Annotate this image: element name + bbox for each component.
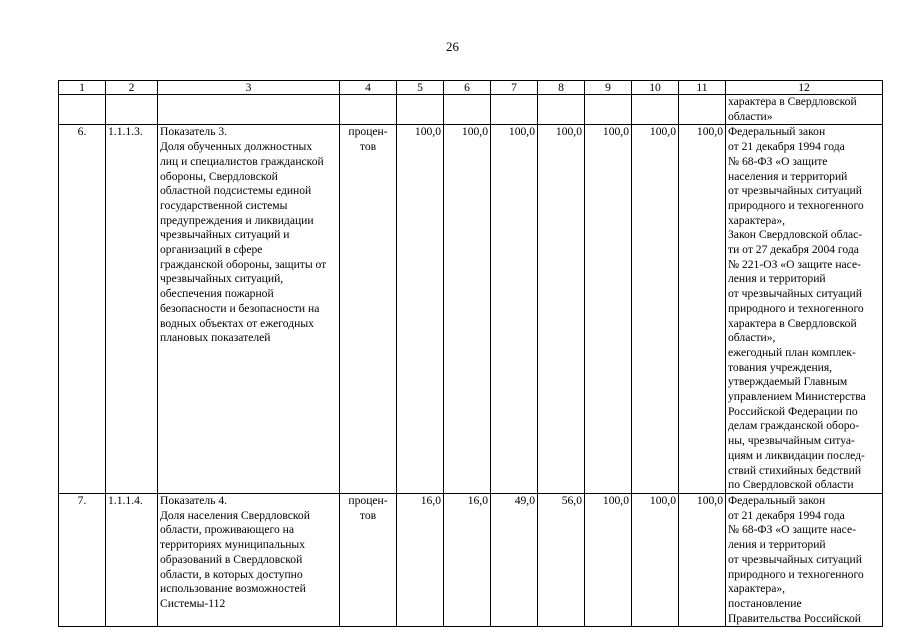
value-cell	[538, 95, 585, 125]
unit-cell	[340, 125, 397, 494]
header-cell-6: 6	[444, 81, 491, 95]
indicators-table	[58, 80, 883, 627]
row-number-cell: 6.	[59, 125, 106, 494]
value-cell: 100,0	[632, 125, 679, 494]
indicator-cell-line: Системы-112	[160, 596, 226, 610]
indicator-cell-line: чрезвычайных ситуаций,	[160, 272, 284, 286]
basis-cell-line: ления и территорий	[728, 272, 826, 286]
value-cell: 16,0	[397, 493, 444, 626]
value-cell: 100,0	[397, 125, 444, 494]
header-cell-1: 1	[59, 81, 106, 95]
value-cell: 100,0	[679, 125, 726, 494]
header-cell-5: 5	[397, 81, 444, 95]
basis-cell-line: от 21 декабря 1994 года	[728, 140, 845, 154]
indicator-cell-line: Показатель 4.	[160, 493, 228, 507]
basis-cell-line: тования учреждения,	[728, 360, 833, 374]
page-number: 26	[446, 39, 459, 54]
basis-cell-line: управлением Министерства	[728, 390, 866, 404]
basis-cell-line: ления и территорий	[728, 538, 826, 552]
indicator-cell-line: обеспечения пожарной	[160, 287, 274, 301]
value-cell: 100,0	[585, 493, 632, 626]
value-cell	[397, 95, 444, 125]
basis-cell-line: № 68-ФЗ «О защите насе-	[728, 523, 856, 537]
header-cell-2: 2	[106, 81, 158, 95]
basis-cell-line: ствий стихийных бедствий	[728, 463, 862, 477]
value-cell: 100,0	[444, 125, 491, 494]
basis-cell-line: от чрезвычайных ситуаций	[728, 552, 862, 566]
basis-cell	[726, 493, 883, 626]
value-cell: 100,0	[632, 493, 679, 626]
basis-cell-line: Федеральный закон	[728, 125, 826, 139]
indicator-cell	[158, 125, 340, 494]
basis-cell-line: характера в Свердловской	[728, 316, 857, 330]
indicator-cell-line: лиц и специалистов гражданской	[160, 154, 324, 168]
basis-cell-line: утверждаемый Главным	[728, 375, 848, 389]
basis-cell-line: № 68-ФЗ «О защите	[728, 154, 828, 168]
basis-cell-line: Правительства Российской	[728, 611, 861, 625]
value-cell: 16,0	[444, 493, 491, 626]
basis-cell-line: характера»,	[728, 582, 786, 596]
header-cell-12: 12	[726, 81, 883, 95]
basis-cell-line: области»	[728, 109, 773, 123]
basis-cell-line: ежегодный план комплек-	[728, 345, 856, 359]
value-cell: 100,0	[585, 125, 632, 494]
table-row	[59, 125, 883, 494]
indicator-cell	[158, 493, 340, 626]
indicator-cell-line: образований в Свердловской	[160, 552, 303, 566]
indicator-cell-line: государственной системы	[160, 198, 288, 212]
header-cell-8: 8	[538, 81, 585, 95]
header-row	[59, 81, 883, 95]
value-cell	[632, 95, 679, 125]
value-cell: 100,0	[679, 493, 726, 626]
basis-cell-line: постановление	[728, 596, 802, 610]
indicator-cell-line: гражданской обороны, защиты от	[160, 257, 327, 271]
basis-cell-line: ти от 27 декабря 2004 года	[728, 243, 859, 257]
row-code-cell: 1.1.1.3.	[106, 125, 158, 494]
indicator-cell-line: Показатель 3.	[160, 125, 228, 139]
indicator-cell	[158, 95, 340, 125]
unit-cell-line: процен-	[348, 125, 388, 139]
row-code-cell	[106, 95, 158, 125]
header-cell-9: 9	[585, 81, 632, 95]
indicator-cell-line: организаций в сфере	[160, 243, 263, 257]
unit-cell-line: тов	[359, 508, 377, 522]
table-row	[59, 95, 883, 125]
header-cell-7: 7	[491, 81, 538, 95]
row-number-cell: 7.	[59, 493, 106, 626]
basis-cell-line: характера в Свердловской	[728, 95, 857, 108]
indicator-cell-line: чрезвычайных ситуаций и	[160, 228, 290, 242]
indicator-cell-line: областной подсистемы единой	[160, 184, 312, 198]
header-cell-4: 4	[340, 81, 397, 95]
header-cell-10: 10	[632, 81, 679, 95]
basis-cell-line: Федеральный закон	[728, 493, 826, 507]
row-code-cell: 1.1.1.4.	[106, 493, 158, 626]
basis-cell-line: по Свердловской области	[728, 478, 854, 492]
indicator-cell-line: Доля обученных должностных	[160, 140, 313, 154]
indicator-cell-line: области, проживающего на	[160, 523, 294, 537]
basis-cell-line: циям и ликвидации послед-	[728, 448, 865, 462]
basis-cell	[726, 95, 883, 125]
basis-cell	[726, 125, 883, 494]
row-number-cell	[59, 95, 106, 125]
indicator-cell-line: Доля населения Свердловской	[160, 508, 310, 522]
value-cell: 100,0	[538, 125, 585, 494]
indicator-cell-line: использование возможностей	[160, 582, 306, 596]
header-cell-11: 11	[679, 81, 726, 95]
indicator-cell-line: безопасности и безопасности на	[160, 301, 320, 315]
basis-cell-line: от чрезвычайных ситуаций	[728, 287, 862, 301]
value-cell	[679, 95, 726, 125]
value-cell: 56,0	[538, 493, 585, 626]
unit-cell	[340, 493, 397, 626]
basis-cell-line: природного и техногенного	[728, 301, 864, 315]
basis-cell-line: № 221-ОЗ «О защите насе-	[728, 257, 861, 271]
indicator-cell-line: территориях муниципальных	[160, 538, 306, 552]
value-cell: 100,0	[491, 125, 538, 494]
value-cell	[444, 95, 491, 125]
unit-cell-line: тов	[359, 140, 377, 154]
basis-cell-line: Закон Свердловской облас-	[728, 228, 863, 242]
basis-cell-line: ны, чрезвычайным ситуа-	[728, 434, 855, 448]
unit-cell	[340, 95, 397, 125]
value-cell	[491, 95, 538, 125]
basis-cell-line: населения и территорий	[728, 169, 848, 183]
basis-cell-line: Российской Федерации по	[728, 404, 858, 418]
value-cell	[585, 95, 632, 125]
header-cell-3: 3	[158, 81, 340, 95]
indicator-cell-line: обороны, Свердловской	[160, 169, 278, 183]
basis-cell-line: природного и техногенного	[728, 198, 864, 212]
basis-cell-line: характера»,	[728, 213, 786, 227]
basis-cell-line: от 21 декабря 1994 года	[728, 508, 845, 522]
value-cell: 49,0	[491, 493, 538, 626]
indicator-cell-line: области, в которых доступно	[160, 567, 303, 581]
indicator-cell-line: водных объектах от ежегодных	[160, 316, 314, 330]
basis-cell-line: делам гражданской оборо-	[728, 419, 860, 433]
indicator-cell-line: плановых показателей	[160, 331, 271, 345]
basis-cell-line: природного и техногенного	[728, 567, 864, 581]
unit-cell-line: процен-	[348, 493, 388, 507]
table-row	[59, 493, 883, 626]
basis-cell-line: от чрезвычайных ситуаций	[728, 184, 862, 198]
basis-cell-line: области»,	[728, 331, 776, 345]
indicator-cell-line: предупреждения и ликвидации	[160, 213, 314, 227]
